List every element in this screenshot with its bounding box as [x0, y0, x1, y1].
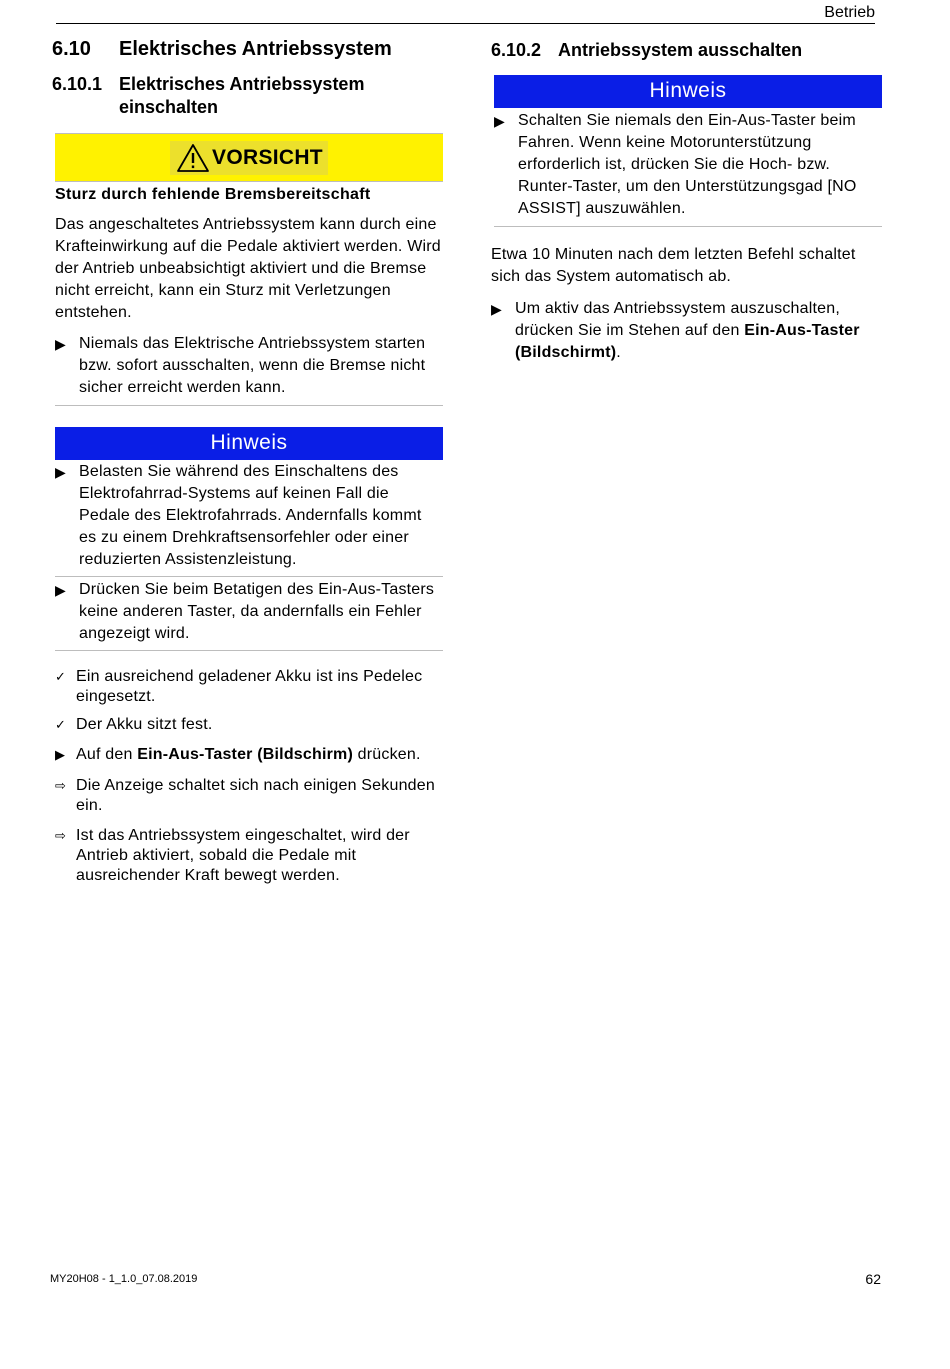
- note-item: [55, 579, 443, 645]
- subsection-number: 6.10.1: [52, 74, 103, 94]
- checkmark-icon: ✓: [55, 669, 67, 684]
- arrow-right-outline-icon: ⇨: [55, 778, 67, 793]
- triangle-right-icon: ▶: [491, 301, 502, 317]
- action-step: [491, 298, 882, 364]
- triangle-right-icon: ▶: [55, 336, 66, 352]
- caution-label-box: [170, 141, 328, 175]
- action-step-text: [76, 745, 421, 765]
- triangle-right-icon: ▶: [55, 747, 66, 762]
- triangle-right-icon: ▶: [55, 582, 66, 598]
- caution-text: Das angeschaltetes Antriebssystem kann durch eine Krafteinwirkung auf die Pedale aktiviert werden. Wird der Antrieb unbeabsichtigt aktiviert und die Bremse nicht erreicht, kann ein Sturz mit Verletzungen entstehen.: [55, 216, 441, 321]
- result-text: Die Anzeige schaltet sich nach einigen Sekunden ein.: [76, 777, 435, 814]
- caution-action: [55, 333, 443, 399]
- section-heading: [52, 38, 443, 61]
- triangle-right-icon: ▶: [494, 113, 505, 129]
- precondition-item: [55, 715, 443, 735]
- divider: [55, 650, 443, 651]
- warning-triangle-icon: [176, 143, 210, 173]
- divider: [55, 576, 443, 577]
- page-number: 62: [865, 1271, 881, 1287]
- action-step-text-end: .: [616, 344, 621, 361]
- action-step-text: [515, 298, 882, 364]
- subsection-number: 6.10.2: [491, 40, 542, 60]
- action-step-text-start: Um aktiv das Antriebssystem auszuschalten, drücken Sie im Stehen auf den: [515, 300, 840, 339]
- action-step: [55, 745, 443, 765]
- header-rule: [56, 23, 875, 24]
- section-title: Elektrisches Antriebssystem: [119, 38, 392, 60]
- note-item-text: Belasten Sie während des Einschaltens des Elektrofahrrad-Systems auf keinen Fall die Pedale des Elektrofahrrads. Andernfalls kommt es zu einem Drehkraftsensorfehler oder einer reduzierten Assistenzleistung.: [79, 463, 422, 568]
- checkmark-icon: ✓: [55, 717, 67, 732]
- action-step-text-end: drücken.: [353, 746, 421, 763]
- note-item: [494, 110, 882, 220]
- arrow-right-outline-icon: ⇨: [55, 828, 67, 843]
- right-column: [491, 38, 882, 364]
- caution-banner: [55, 133, 443, 182]
- subsection-title: Elektrisches Antriebssystem einschalten: [119, 74, 365, 117]
- result-text: Ist das Antriebssystem eingeschaltet, wird der Antrieb aktiviert, sobald die Pedale mit ausreichender Kraft bewegt werden.: [76, 827, 410, 884]
- section-number: 6.10: [52, 38, 91, 60]
- result-item: [55, 826, 443, 886]
- header-section: Betrieb: [824, 4, 875, 21]
- divider: [55, 405, 443, 406]
- note-banner: Hinweis: [494, 75, 882, 108]
- note-banner: Hinweis: [55, 427, 443, 460]
- precondition-text: Ein ausreichend geladener Akku ist ins Pedelec eingesetzt.: [76, 668, 423, 705]
- action-step-button-ref: Ein-Aus-Taster (Bildschirm): [137, 746, 354, 763]
- subsection-heading: [491, 39, 882, 62]
- footer-doc-id: MY20H08 - 1_1.0_07.08.2019: [50, 1273, 198, 1285]
- subsection-title: Antriebssystem ausschalten: [558, 40, 803, 60]
- caution-label: VORSICHT: [212, 145, 323, 169]
- divider: [494, 226, 882, 227]
- note-item: [55, 461, 443, 571]
- note-item-text: Drücken Sie beim Betatigen des Ein-Aus-Tasters keine anderen Taster, da andernfalls ein Fehler angezeigt wird.: [79, 581, 435, 642]
- body-text: Etwa 10 Minuten nach dem letzten Befehl schaltet sich das System automatisch ab.: [491, 246, 856, 285]
- caution-action-text: Niemals das Elektrische Antriebssystem starten bzw. sofort ausschalten, wenn die Bremse nicht sicher erreicht werden kann.: [79, 335, 426, 396]
- action-step-text-start: Auf den: [76, 746, 138, 763]
- subsection-heading: [52, 73, 443, 119]
- note-item-text: Schalten Sie niemals den Ein-Aus-Taster beim Fahren. Wenn keine Motorunterstützung erforderlich ist, drücken Sie die Hoch- bzw. Runter-Taster, um den Unterstützungsgad [NO ASSIST] auszuwählen.: [518, 112, 857, 217]
- left-column: [52, 38, 443, 886]
- precondition-item: [55, 667, 443, 707]
- triangle-right-icon: ▶: [55, 464, 66, 480]
- caution-title: Sturz durch fehlende Bremsbereitschaft: [55, 186, 371, 203]
- result-item: [55, 776, 443, 816]
- precondition-text: Der Akku sitzt fest.: [76, 716, 213, 733]
- action-step-button-ref: Ein-Aus-Taster (Bildschirmt): [515, 322, 860, 361]
